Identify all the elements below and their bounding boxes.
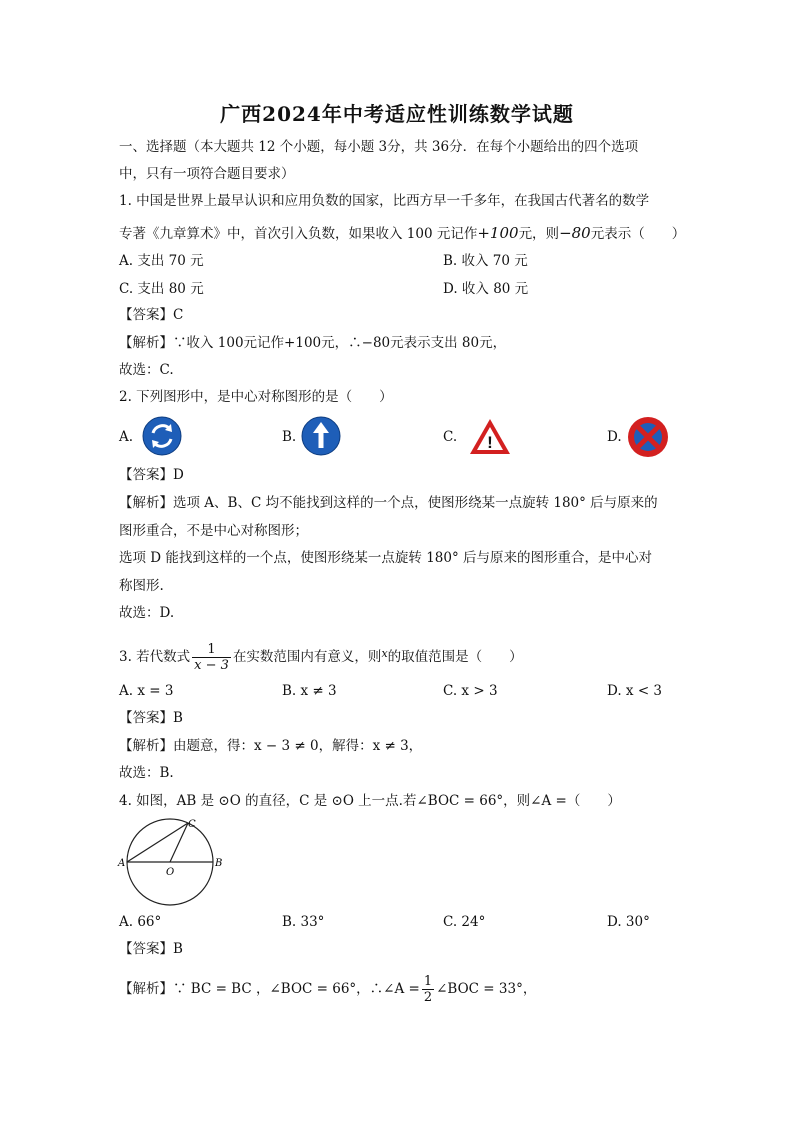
q3-answer: 【答案】B [119,710,183,726]
page-title: 广西2024年中考适应性训练数学试题 [220,102,574,126]
roundabout-sign-icon [142,416,182,456]
q1-conclusion: 故选：C. [119,362,174,378]
q4-half-denominator: 2 [423,990,433,1005]
section-header-line-1: 一、选择题（本大题共 12 个小题，每小题 3分，共 36分．在每个小题给出的四个选项 [119,139,639,155]
q3-stem-text-b: 在实数范围内有意义，则 [232,649,382,665]
q2-answer: 【答案】D [119,467,184,483]
q1-analysis: 【解析】∵收入 100元记作+100元，∴−80元表示支出 80元， [119,335,507,351]
q2-analysis-line-2: 图形重合，不是中心对称图形； [119,523,308,539]
q4-analysis [119,970,536,1008]
q2-label-d: D. [607,429,622,445]
q3-stem-text-a: 3. 若代数式 [119,649,191,665]
q3-option-a: A. x = 3 [119,683,174,699]
q4-option-a: A. 66° [119,914,162,930]
q4-stem: 4. 如图，AB 是 ⊙O 的直径，C 是 ⊙O 上一点.若∠BOC = 66°，则∠A =（ ） [119,793,621,809]
q1-option-d: D. 收入 80 元 [443,281,529,297]
q3-conclusion: 故选：B. [119,765,174,781]
q4-answer: 【答案】B [119,941,183,957]
label-c: C [188,819,196,830]
q4-option-b: B. 33° [282,914,325,930]
q3-analysis: 【解析】由题意，得：x − 3 ≠ 0，解得：x ≠ 3， [119,738,423,754]
q3-option-c: C. x > 3 [443,683,498,699]
q2-conclusion: 故选：D. [119,605,175,621]
q1-stem-line-1: 1. 中国是世界上最早认识和应用负数的国家，比西方早一千多年，在我国古代著名的数学 [119,193,650,209]
section-header-line-2: 中，只有一项符合题目要求） [119,166,295,182]
warning-exclamation: ! [487,433,493,452]
no-stopping-sign-icon [627,416,669,458]
q1-answer: 【答案】C [119,307,184,323]
q1-option-c: C. 支出 80 元 [119,281,204,297]
q1-plus-100: +100 [477,224,519,242]
q4-option-d: D. 30° [607,914,650,930]
q2-analysis-line-3: 选项 D 能找到这样的一个点，使图形绕某一点旋转 180° 后与原来的图形重合，是中心对 [119,550,653,566]
q3-option-b: B. x ≠ 3 [282,683,337,699]
q1-option-b: B. 收入 70 元 [443,253,528,269]
q2-stem: 2. 下列图形中，是中心对称图形的是（ ） [119,389,393,405]
q3-fraction [192,642,231,673]
q1-option-a: A. 支出 70 元 [119,253,204,269]
q4-analysis-text-a: 【解析】∵ BC = BC ，∠BOC = 66°，∴∠A = [119,981,420,997]
q1-stem-text-b: 元，则 [518,226,560,242]
q3-variable: x [381,647,388,660]
q2-analysis-line-1: 【解析】选项 A、B、C 均不能找到这样的一个点，使图形绕某一点旋转 180° 后与原来的 [119,495,658,511]
circle-diagram [116,818,224,908]
q2-label-c: C. [443,429,458,445]
label-o: O [166,867,175,878]
q1-stem-text-c: 元表示（ ） [590,226,686,242]
straight-ahead-sign-icon [301,416,341,456]
q1-minus-80: −80 [559,224,591,242]
q4-analysis-text-b: ∠BOC = 33°， [436,981,537,997]
q3-stem-text-c: 的取值范围是（ ） [387,649,523,665]
q2-label-a: A. [119,429,134,445]
q4-option-c: C. 24° [443,914,486,930]
q4-half-fraction [422,974,434,1005]
q4-half-numerator: 1 [423,974,433,989]
q3-stem [119,636,523,672]
q1-stem-text-a: 专著《九章算术》中，首次引入负数，如果收入 100 元记作 [119,226,478,242]
q3-fraction-denominator: x − 3 [194,658,229,673]
q3-fraction-numerator: 1 [192,642,231,658]
q1-stem-line-2 [119,224,685,243]
label-a: A [118,858,126,869]
q3-option-d: D. x < 3 [607,683,663,699]
warning-triangle-sign-icon [468,417,512,457]
q2-label-b: B. [282,429,297,445]
q2-analysis-line-4: 称图形. [119,578,164,594]
label-b: B [215,858,223,869]
